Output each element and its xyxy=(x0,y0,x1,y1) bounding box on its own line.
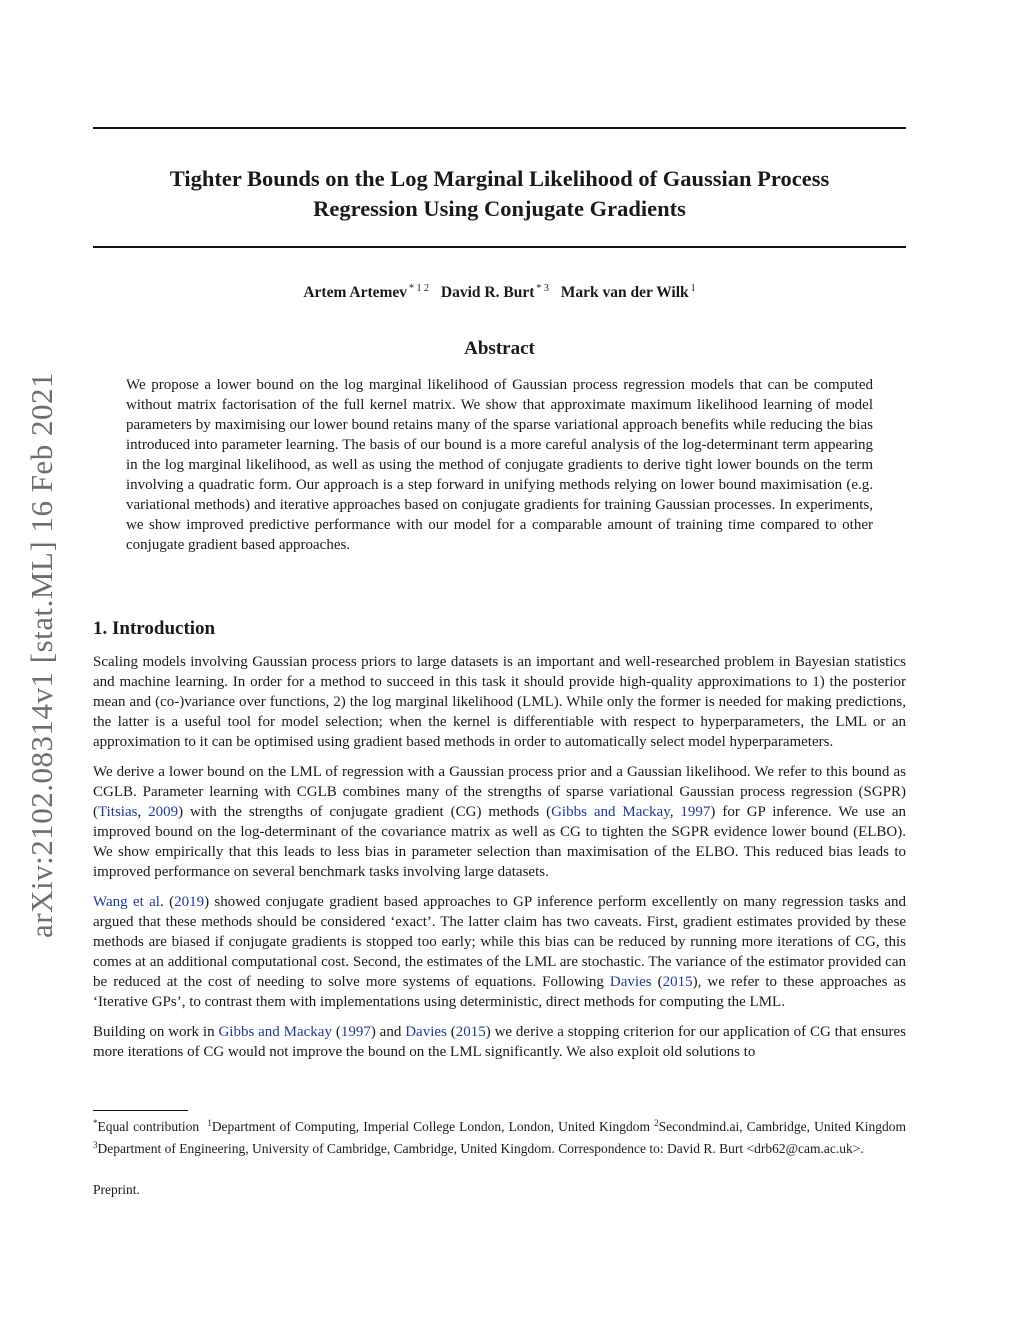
introduction-body xyxy=(93,652,906,1072)
citation-gibbs-mackay-2[interactable]: Gibbs and Mackay xyxy=(218,1024,332,1040)
intro-paragraph-3: Wang et al. (2019) showed conjugate gradient based approaches to GP inference perform excellently on many regression tasks and argued that these methods should be considered ‘exact’. The latter claim has two caveats. First, gradient estimates provided by these methods are biased if conjugate gradients is stopped too early; while this bias can be reduced by running more iterations of CG, this comes at an additional computational cost. Second, the estimates of the LML are stochastic. The variance of the estimator provided can be reduced at the cost of needing to solve more systems of equations. Following Davies (2015), we refer to these approaches as ‘Iterative GPs’, to contrast them with implementations using deterministic, direct methods for computing the LML. xyxy=(93,894,907,1010)
arxiv-sidebar xyxy=(22,355,62,955)
paper-title xyxy=(93,164,906,224)
intro-paragraph-2: We derive a lower bound on the LML of regression with a Gaussian process prior and a Gaussian likelihood. We refer to this bound as CGLB. Parameter learning with CGLB combines many of the strengths of sparse variational Gaussian process regression (SGPR) (Titsias, 2009) with the strengths of conjugate gradient (CG) methods (Gibbs and Mackay, 1997) for GP inference. We use an improved bound on the log-determinant of the covariance matrix as well as CG to tighten the SGPR evidence lower bound (ELBO). We show empirically that this leads to less bias in parameter selection than maximisation of the ELBO. This reduced bias leads to improved performance on several benchmark tasks involving large datasets. xyxy=(93,764,907,880)
intro-paragraph-1: Scaling models involving Gaussian process priors to large datasets is an important and well-researched problem in Bayesian statistics and machine learning. In order for a method to succeed in this task it should provide high-quality approximations to 1) the posterior mean and (co-)variance over functions, 2) the log marginal likelihood (LML). While only the former is needed for making predictions, the latter is a useful tool for model selection; when the kernel is differentiable with respect to hyperparameters, the LML or an approximation to it can be optimised using gradient based methods in order to automatically select model hyperparameters. xyxy=(93,654,906,750)
footnote: *Equal contribution $^1$Department of Computing, Imperial College London, London, United Kingdom $^2$Secondmind.ai, Cambridge, United Kingdom $^3$Department of Engineering, University of Cambridge, Cambridge, United Kingdom. Correspondence to: David R. Burt <drb62@cam.ac.uk>. xyxy=(93,1118,907,1156)
footnote-rule xyxy=(93,1110,188,1111)
citation-davies-2-year[interactable]: 2015 xyxy=(455,1024,486,1040)
citation-davies-2[interactable]: Davies xyxy=(405,1024,447,1040)
introduction-heading: 1. Introduction xyxy=(93,618,216,639)
title-top-rule xyxy=(93,127,906,129)
author-1: Artem Artemev $^{* 1 2}$ xyxy=(303,283,430,301)
title-bottom-rule xyxy=(93,246,906,248)
author-list xyxy=(93,283,906,302)
author-3: Mark van der Wilk $^1$ xyxy=(560,283,696,301)
paper-title-line-2: Regression Using Conjugate Gradients xyxy=(313,196,686,221)
citation-gibbs-mackay-2-year[interactable]: 1997 xyxy=(340,1024,371,1040)
citation-davies[interactable]: Davies xyxy=(609,974,652,990)
citation-wang[interactable]: Wang et al xyxy=(93,894,160,910)
arxiv-identifier: arXiv:2102.08314v1 [stat.ML] 16 Feb 2021 xyxy=(24,372,60,938)
preprint-label: Preprint. xyxy=(93,1182,140,1197)
paper-title-line-1: Tighter Bounds on the Log Marginal Likelihood of Gaussian Process xyxy=(169,166,830,191)
citation-gibbs-mackay[interactable]: Gibbs and Mackay xyxy=(551,804,670,820)
abstract-text: We propose a lower bound on the log marginal likelihood of Gaussian process regression models that can be computed without matrix factorisation of the full kernel matrix. We show that approximate maximum likelihood learning of model parameters by maximising our lower bound retains many of the sparse variational approach benefits while reducing the bias introduced into parameter learning. The basis of our bound is a more careful analysis of the log-determinant term appearing in the log marginal likelihood, as well as using the method of conjugate gradients to derive tight lower bounds on the term involving a quadratic form. Our approach is a step forward in unifying methods relying on lower bound maximisation (e.g. variational methods) and iterative approaches based on conjugate gradients for training Gaussian processes. In experiments, we show improved predictive performance with our model for a comparable amount of training time compared to other conjugate gradient based approaches. xyxy=(126,377,873,553)
author-2: David R. Burt $^{* 3}$ xyxy=(440,283,549,301)
citation-titsias[interactable]: Titsias xyxy=(98,804,138,820)
citation-davies-year[interactable]: 2015 xyxy=(662,974,693,990)
intro-paragraph-4: Building on work in Gibbs and Mackay (1997) and Davies (2015) we derive a stopping criterion for our application of CG that ensures more iterations of CG would not improve the bound on the LML significantly. We also exploit old solutions to xyxy=(93,1024,907,1060)
citation-gibbs-mackay-year[interactable]: 1997 xyxy=(680,804,711,820)
citation-titsias-year[interactable]: 2009 xyxy=(148,804,179,820)
abstract-heading: Abstract xyxy=(464,338,535,359)
citation-wang-year[interactable]: 2019 xyxy=(174,894,205,910)
